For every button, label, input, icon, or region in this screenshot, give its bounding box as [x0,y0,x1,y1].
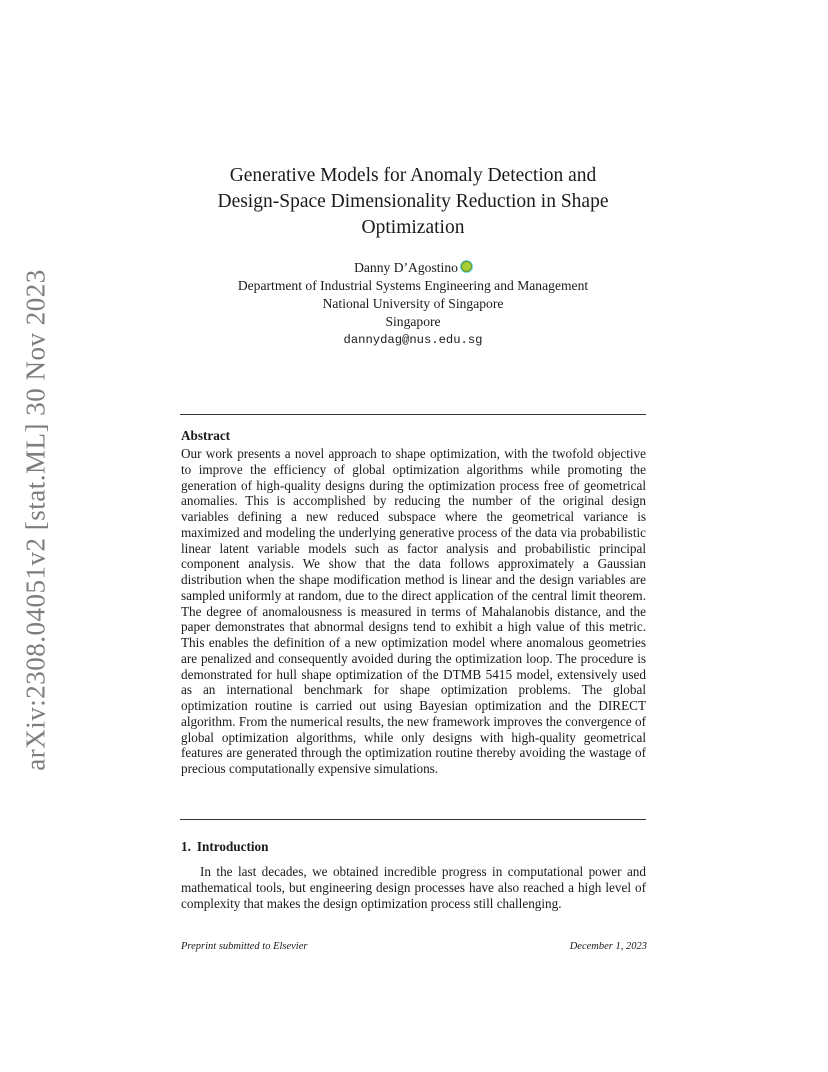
abstract-heading: Abstract [181,428,231,443]
section-number: 1. [181,839,191,854]
arxiv-identifier: arXiv:2308.04051v2 [stat.ML] 30 Nov 2023 [20,269,51,771]
title-line: Generative Models for Anomaly Detection and [229,165,597,186]
author-block [180,259,646,349]
paper-title [180,163,646,241]
introduction-text: In the last decades, we obtained incredible progress in computational power and mathematical tools, but engineering design processes have also reached a high level of complexity that makes the design optimization process still challenging. [181,864,646,912]
author-country: Singapore [385,314,441,329]
footer-preprint-note: Preprint submitted to Elsevier [181,941,308,952]
abstract-top-rule [180,414,646,415]
abstract-bottom-rule [180,819,646,820]
footer-date: December 1, 2023 [569,941,647,952]
abstract-text: Our work presents a novel approach to shape optimization, with the twofold objective to improve the efficiency of global optimization algorithms while promoting the generation of high-quality designs during the optimization process free of geometrical anomalies. This is accomplished by reducing the number of the original design variables defining a new reduced subspace where the geometrical variance is maximized and modeling the underlying generative process of the data via probabilistic linear latent variable models such as factor analysis and probabilistic principal component analysis. We show that the data follows approximately a Gaussian distribution when the shape modification method is linear and the design variables are sampled uniformly at random, due to the direct application of the central limit theorem. The degree of anomalousness is measured in terms of Mahalanobis distance, and the paper demonstrates that abnormal designs tend to exhibit a high value of this metric. This enables the definition of a new optimization model where anomalous geometries are penalized and consequently avoided during the optimization loop. The procedure is demonstrated for hull shape optimization of the DTMB 5415 model, extensively used as an international benchmark for shape optimization problems. The global optimization routine is carried out using Bayesian optimization and the DIRECT algorithm. From the numerical results, the new framework improves the convergence of global optimization algorithms, while only designs with high-quality geometrical features are generated through the optimization routine thereby avoiding the wastage of precious computationally expensive simulations. [181,446,646,776]
section-heading-introduction [181,839,268,855]
title-line: Optimization [361,217,465,238]
orcid-icon[interactable] [461,261,472,272]
title-line: Design-Space Dimensionality Reduction in Shape [217,191,609,212]
author-email[interactable]: dannydag@nus.edu.sg [343,333,483,347]
author-name: Danny D’Agostino [354,260,458,275]
author-department: Department of Industrial Systems Engineering and Management [237,278,589,293]
author-university: National University of Singapore [322,296,504,311]
section-title: Introduction [196,839,269,854]
author-line [180,259,646,277]
